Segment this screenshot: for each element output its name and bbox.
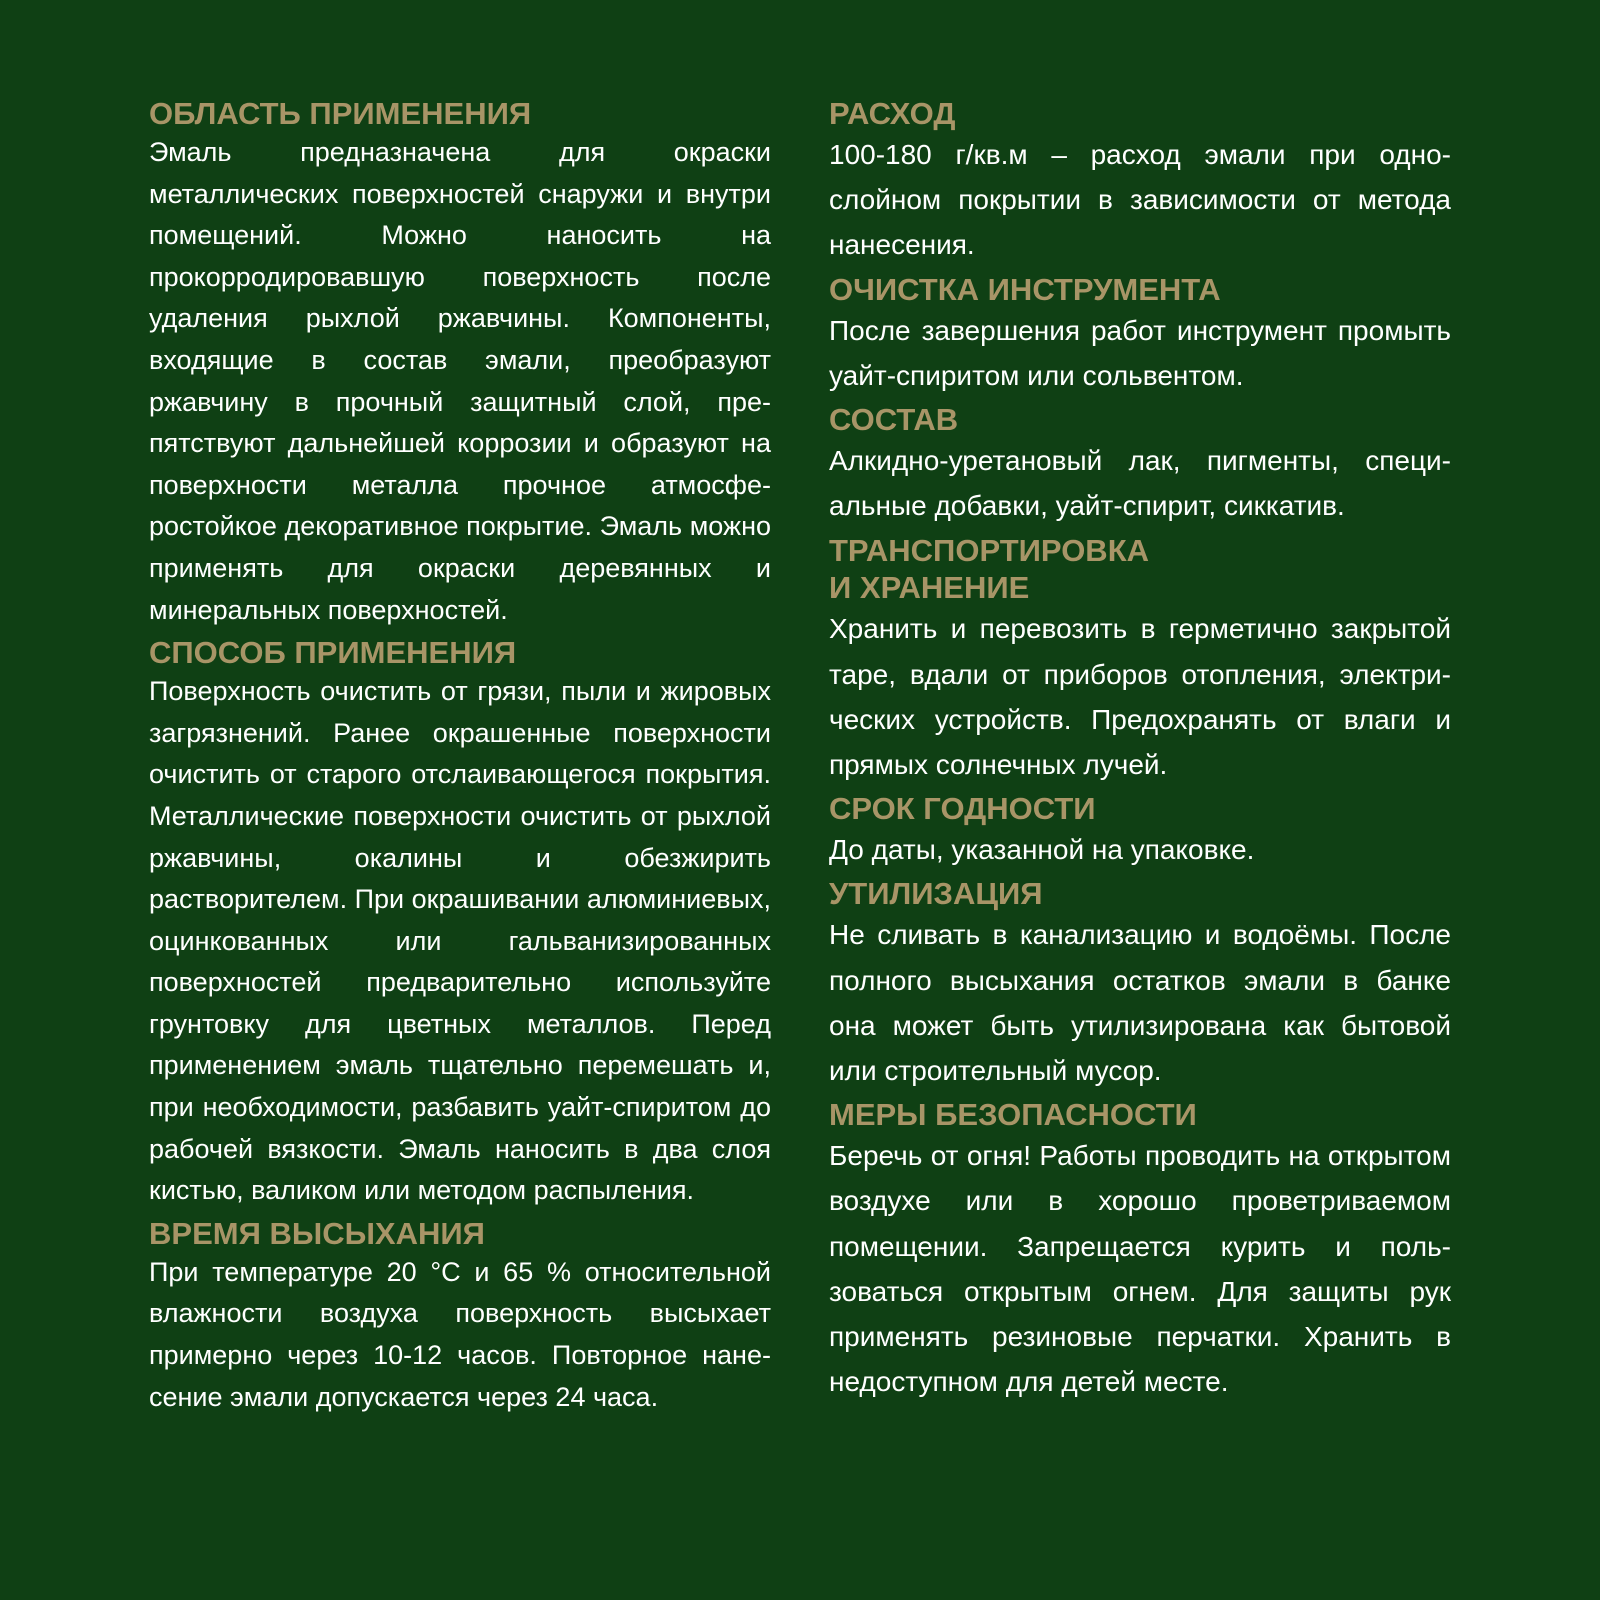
section-title-line-1: ТРАНСПОРТИРОВКА (829, 533, 1150, 569)
section-shelf-life (829, 791, 1451, 872)
section-text: Поверхность очистить от грязи, пыли и жировых загрязнений. Ранее окрашенные поверхности очистить от старого отслаивающегося покрытия. Металлические поверхности очистить от рыхлой ржавчины, окалины и обезжирить растворителем. При окрашивании алюминиевых, оцинкованных или гальванизированных поверхностей предварительно используйте грунтовку для цветных металлов. Перед применением эмаль тщательно перемешать и, при необходимости, разбавить уайт-спиритом до рабочей вязкости. Эмаль наносить в два слоя кистью, валиком или методом распыления. (149, 676, 771, 1206)
right-column (829, 96, 1451, 1406)
section-text: Беречь от огня! Работы проводить на открытом воздухе или в хорошо проветриваемом помещении. Запрещается курить и пользоваться открытым огнем. Для защиты рук применять резиновые перчатки. Хранить в недоступном для детей месте. (829, 1140, 1451, 1398)
section-title: ОБЛАСТЬ ПРИМЕНЕНИЯ (149, 96, 532, 131)
section-safety-measures (829, 1097, 1451, 1404)
section-disposal (829, 876, 1451, 1093)
section-composition (829, 402, 1451, 528)
section-title: СОСТАВ (829, 402, 959, 438)
section-title: ВРЕМЯ ВЫСЫХАНИЯ (149, 1215, 485, 1251)
section-text: Не сливать в канализацию и водоёмы. После полного высыхания остатков эмали в банке она может быть утилизирована как бытовой или строительный мусор. (829, 919, 1451, 1087)
section-consumption (829, 96, 1451, 268)
section-title: УТИЛИЗАЦИЯ (829, 876, 1043, 912)
section-text: После завершения работ инструмент промыть уайт-спиритом или сольвентом. (829, 314, 1451, 391)
section-text: Алкидно-уретановый лак, пигменты, специальные добавки, уайт-спирит, сиккатив. (829, 445, 1451, 522)
section-text: Хранить и перевозить в герметично закрытой таре, вдали от приборов отопления, электрических устройств. Предохранять от влаги и прямых солнечных лучей. (829, 613, 1451, 781)
section-title: СРОК ГОДНОСТИ (829, 791, 1096, 827)
section-title (829, 532, 1451, 606)
section-text: 100-180 г/кв.м – расход эмали при однослойном покрытии в зависимости от метода нанесения. (829, 139, 1451, 261)
section-text: До даты, указанной на упаковке. (829, 834, 1255, 866)
section-title: РАСХОД (829, 96, 956, 131)
section-transport-storage (829, 532, 1451, 787)
section-tool-cleaning (829, 272, 1451, 398)
left-column (149, 96, 771, 1420)
section-application-area (149, 96, 771, 631)
section-title: МЕРЫ БЕЗОПАСНОСТИ (829, 1097, 1197, 1133)
section-text: При температуре 20 °С и 65 % относительной влажности воздуха поверхность высыхает примерно через 10-12 часов. Повторное нанесение эмали допускается через 24 часа. (149, 1256, 771, 1412)
section-text: Эмаль предназначена для окраски металлических поверхностей снаружи и внутри помещений. Можно наносить на прокорродировавшую поверхность после удаления рыхлой ржавчины. Компоненты, входящие в состав эмали, преобразуют ржавчину в прочный защитный слой, препятствуют дальнейшей коррозии и образуют на поверхности металла прочное атмосферостойкое декоративное покрытие. Эмаль можно применять для окраски деревянных и минеральных поверхностей. (149, 137, 771, 625)
section-title-line-2: И ХРАНЕНИЕ (829, 570, 1030, 606)
section-application-method (149, 635, 771, 1212)
section-title: ОЧИСТКА ИНСТРУМЕНТА (829, 271, 1221, 307)
section-drying-time (149, 1216, 771, 1418)
section-title: СПОСОБ ПРИМЕНЕНИЯ (149, 635, 517, 671)
